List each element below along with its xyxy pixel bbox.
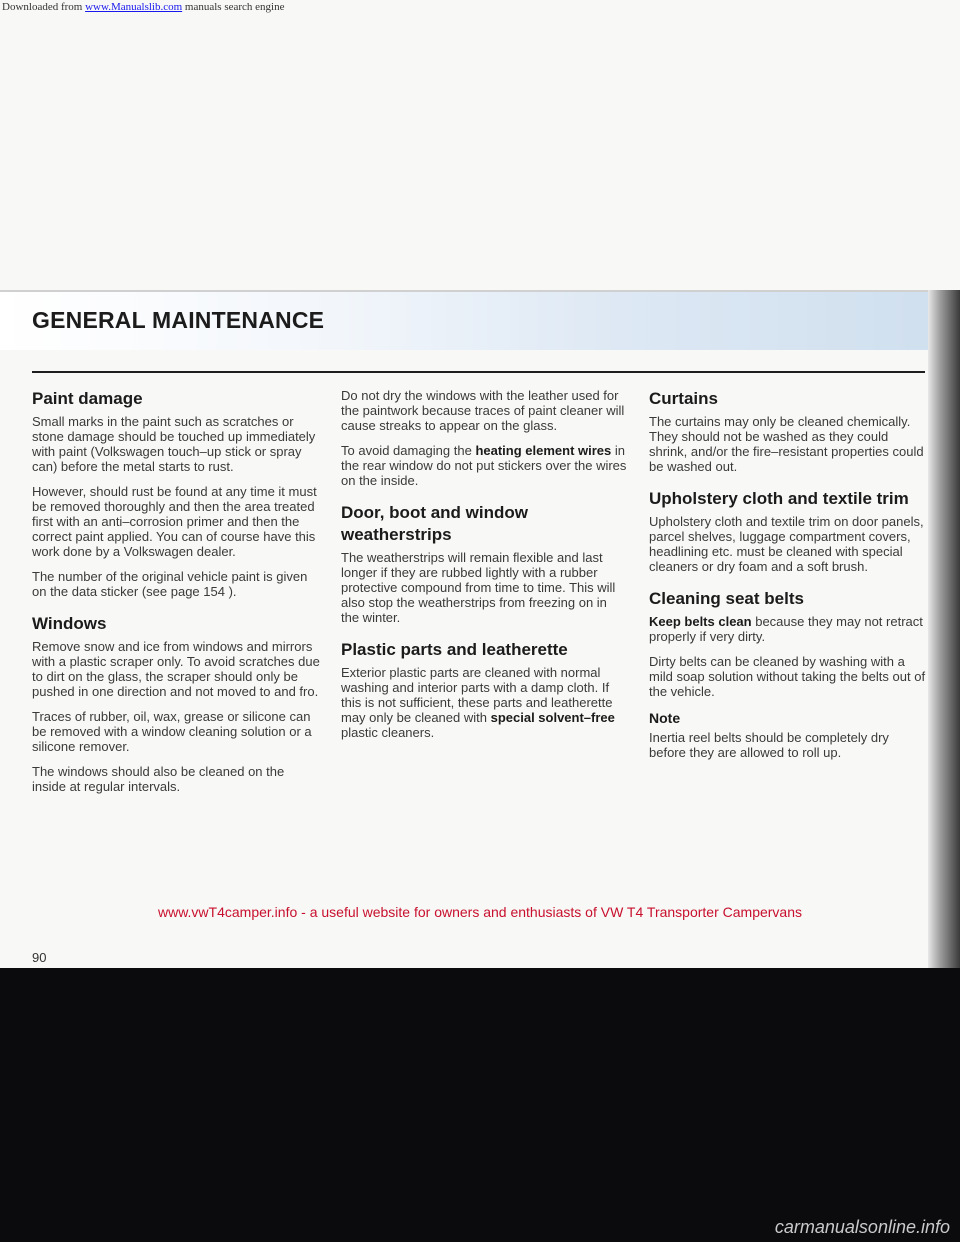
keep-belts-clean-emphasis: Keep belts clean [649,614,752,629]
curtains-paragraph: The curtains may only be cleaned chemically. They should not be washed as they could shrink, and/or the fire–resistant properties could be washed out. [649,414,924,474]
weatherstrips-paragraph: The weatherstrips will remain flexible and last longer if they are rubbed lightly with a rubber protective compound from time to time. This will also stop the weatherstrips from freezing on in the winter. [341,550,616,625]
paint-paragraph-3: The number of the original vehicle paint is given on the data sticker (see page 154 ). [32,569,308,599]
page-binding-edge [928,290,960,968]
windows-leather-paragraph: Do not dry the windows with the leather used for the paintwork because traces of paint cleaner will cause streaks to appear on the glass. [341,388,625,433]
belts-paragraph-2: Dirty belts can be cleaned by washing with a mild soap solution without taking the belts out of the vehicle. [649,654,926,699]
heating-wires-emphasis: heating element wires [475,443,612,458]
paint-paragraph-2: However, should rust be found at any time it must be removed thoroughly and then the area treated first with an anti–corrosion primer and then the correct paint applied. You can of course have this work done by a Volkswagen dealer. [32,484,317,559]
windows-paragraph-3: The windows should also be cleaned on the inside at regular intervals. [32,764,285,794]
dark-background [0,968,960,1242]
windows-paragraph-2: Traces of rubber, oil, wax, grease or silicone can be removed with a window cleaning solution or a silicone remover. [32,709,312,754]
column-left [32,388,320,804]
download-banner: Downloaded from www.Manualslib.com manuals search engine [2,1,285,13]
plastic-paragraph: Exterior plastic parts are cleaned with normal washing and interior parts with a damp cloth. If this is not sufficient, these parts and leatherette may only be cleaned with special solvent–free plastic cleaners. [341,665,615,740]
heading-windows: Windows [32,614,107,633]
heating-wires-paragraph: To avoid damaging the heating element wires in the rear window do not put stickers over the wires on the inside. [341,443,627,488]
heading-plastic-parts: Plastic parts and leatherette [341,640,568,659]
manualslib-link[interactable]: www.Manualslib.com [85,1,183,13]
heading-upholstery: Upholstery cloth and textile trim [649,489,909,508]
column-middle [341,388,627,750]
note-paragraph: Inertia reel belts should be completely dry before they are allowed to roll up. [649,730,889,760]
windows-paragraph-1: Remove snow and ice from windows and mirrors with a plastic scraper only. To avoid scratches due to dirt on the glass, the scraper should only be pushed in one direction and not moved to and fro. [32,639,320,699]
header-divider [32,371,925,373]
belts-paragraph-1: Keep belts clean because they may not retract properly if very dirty. [649,614,923,644]
paint-paragraph-1: Small marks in the paint such as scratches or stone damage should be touched up immediately with paint (Volkswagen touch–up stick or spray can) before the metal starts to rust. [32,414,316,474]
footer-website-link[interactable]: www.vwT4camper.info - a useful website for owners and enthusiasts of VW T4 Transporter Campervans [157,904,803,920]
column-right [649,388,927,770]
solvent-free-emphasis: special solvent–free [490,710,615,725]
page-number: 90 [32,950,47,965]
upholstery-paragraph: Upholstery cloth and textile trim on door panels, parcel shelves, luggage compartment covers, headlining etc. must be cleaned with special cleaners or dry foam and a soft brush. [649,514,924,574]
heading-note: Note [649,710,681,726]
heading-weatherstrips: Door, boot and window weatherstrips [341,503,528,544]
heading-seat-belts: Cleaning seat belts [649,589,804,608]
heading-paint-damage: Paint damage [32,389,143,408]
heading-curtains: Curtains [649,389,718,408]
watermark: carmanualsonline.info [774,1217,950,1237]
section-title: GENERAL MAINTENANCE [32,307,325,333]
